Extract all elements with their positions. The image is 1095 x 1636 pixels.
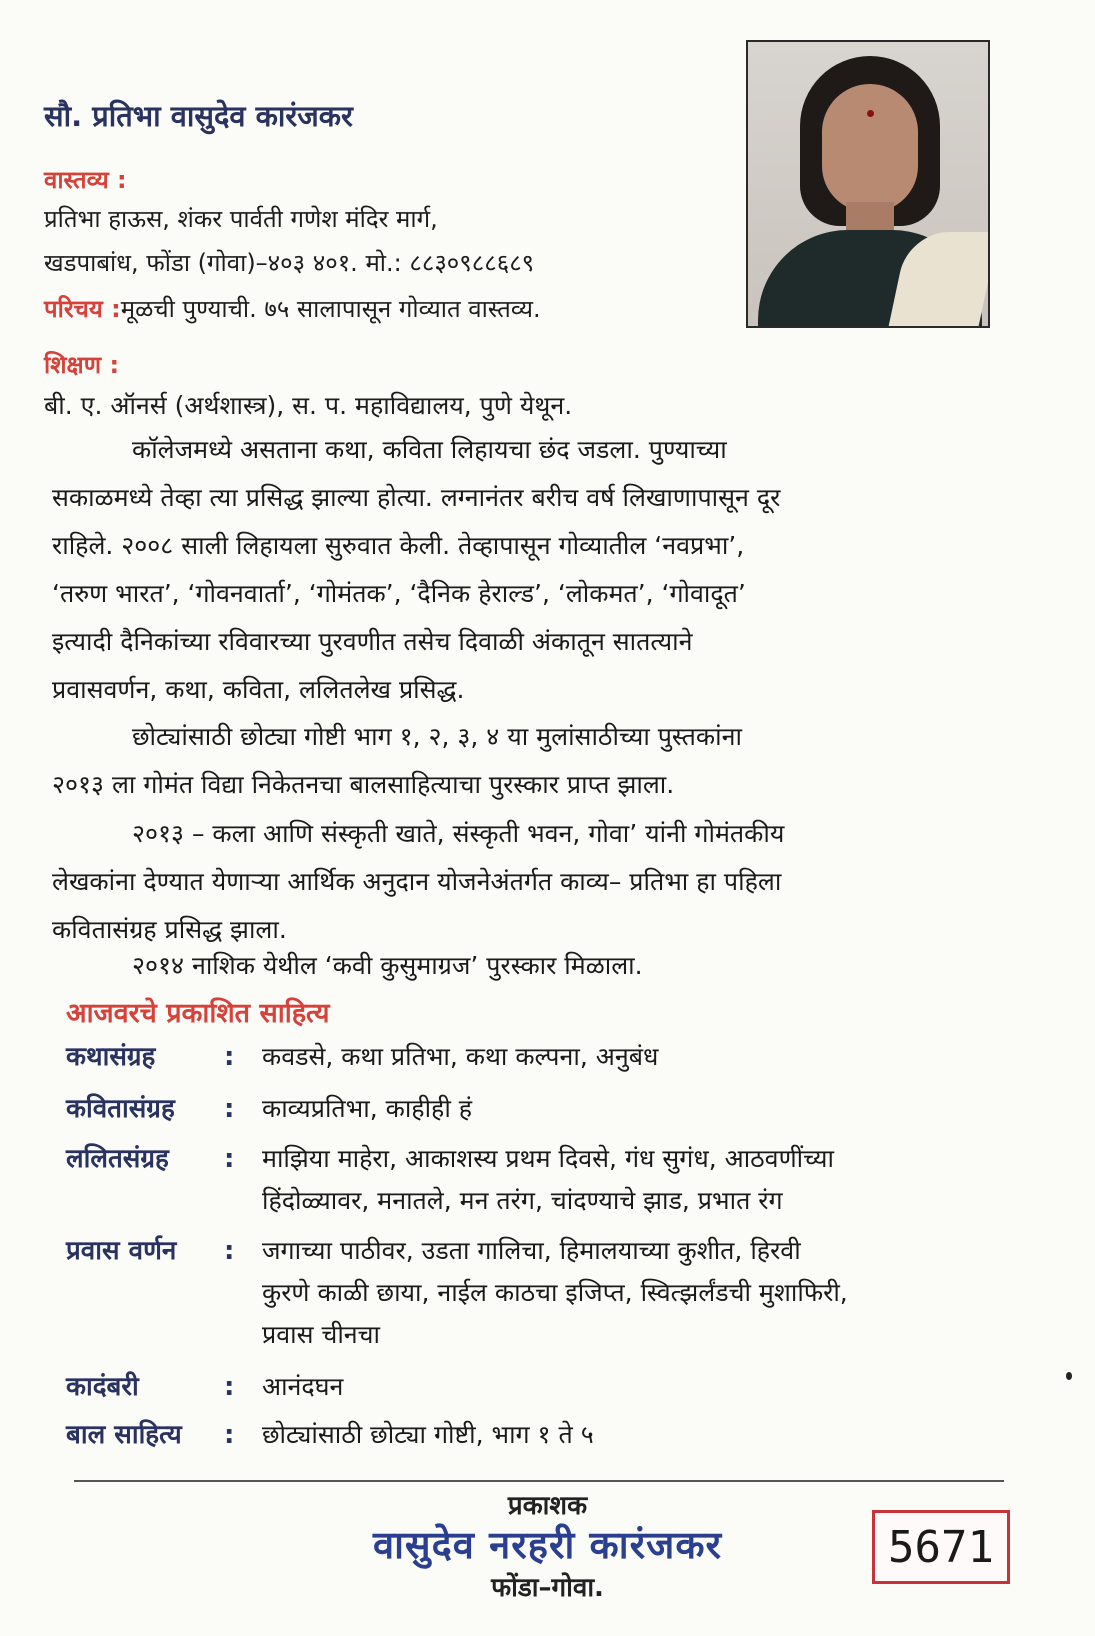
- publisher-name: वासुदेव नरहरी कारंजकर: [372, 1523, 723, 1567]
- bio-line: प्रवासवर्णन, कथा, कविता, ललितलेख प्रसिद्ध.: [52, 675, 465, 704]
- author-name: सौ. प्रतिभा वासुदेव कारंजकर: [44, 99, 353, 133]
- bio-paragraph-1: [52, 426, 982, 714]
- bio-line: सकाळमध्ये तेव्हा त्या प्रसिद्ध झाल्या होत्या. लग्नानंतर बरीच वर्ष लिखाणापासून दूर: [52, 483, 781, 512]
- bio-line: छोट्यांसाठी छोट्या गोष्टी भाग १, २, ३, ४ या मुलांसाठीच्या पुस्तकांना: [132, 722, 742, 751]
- bio-line: २०१३ – कला आणि संस्कृती खाते, संस्कृती भवन, गोवा’ यांनी गोमंतकीय: [132, 819, 785, 848]
- publisher-label: प्रकाशक: [507, 1491, 588, 1521]
- bio-line: २०१३ ला गोमंत विद्या निकेतनचा बालसाहित्याचा पुरस्कार प्राप्त झाला.: [52, 770, 675, 799]
- document-page: सौ. प्रतिभा वासुदेव कारंजकर वास्तव्य : प्रतिभा हाऊस, शंकर पार्वती गणेश मंदिर मार्ग, खडपाबांध, फोंडा (गोवा)–४०३ ४०१. मो.: ८८३०९८८६८९ परिचय :मूळची पुण्याची. ७५ सालापासून गोव्यात वास्तव्य. शिक्षण : बी. ए. ऑनर्स (अर्थशास्त्र), स. प. महाविद्यालय, पुणे येथून. कॉलेजमध्ये असताना कथा, कविता लिहायचा छंद जडला. पुण्याच्या सकाळमध्ये तेव्हा त्या प्रसिद्ध झाल्या होत्या. लग्नानंतर बरीच वर्ष लिखाणापासून दूर राहिले. २००८ साली लिहायला सुरुवात केली. तेव्हापासून गोव्यातील ‘नवप्रभा’, ‘तरुण भारत’, ‘गोवनवार्ता’, ‘गोमंतक’, ‘दैनिक हेराल्ड’, ‘लोकमत’, ‘गोवादूत’ इत्यादी दैनिकांच्या रविवारच्या पुरवणीत तसेच दिवाळी अंकातून सातत्याने प्रवासवर्णन, कथा, कविता, ललितलेख प्रसिद्ध. छोट्यांसाठी छोट्या गोष्टी भाग १, २, ३, ४ या मुलांसाठीच्या पुस्तकांना २०१३ ला गोमंत विद्या निकेतनचा बालसाहित्याचा पुरस्कार प्राप्त झाला. २०१३ – कला आणि संस्कृती खाते, संस्कृती भवन, गोवा’ यांनी गोमंतकीय लेखकांना देण्यात येणाऱ्या आर्थिक अनुदान योजनेअंतर्गत काव्य– प्रतिभा हा पहिला कवितासंग्रह प्रसिद्ध झाला. २०१४ नाशिक येथील ‘कवी कुसुमाग्रज’ पुरस्कार मिळाला. आजवरचे प्रकाशित साहित्य कथासंग्रह : कवडसे, कथा प्रतिभा, कथा कल्पना, अनुबंध कवितासंग्रह : काव्यप्रतिभा, काहीही हं ललितसंग्रह : माझिया माहेरा, आकाशस्य प्रथम दिवसे, गंध सुगंध, आठवणींच्या हिंदोळ्यावर, मनातले, मन तरंग, चांदण्याचे झाड, प्रभात रंग प्रवास वर्णन : जगाच्या पाठीवर, उडता गालिचा, हिमालयाच्या कुशीत, हिरवी कुरणे काळी छाया, नाईल काठचा इजिप्त, स्वित्झर्लंडची मुशाफिरी, प्रवास चीनचा कादंबरी : आनंदघन बाल साहित्य : छोट्यांसाठी छोट्या गोष्टी, भाग १ ते ५ प्रकाशक वासुदेव नरहरी कारंजकर फोंडा–गोवा. 5671: [0, 0, 1095, 1636]
- residence-line-2: खडपाबांध, फोंडा (गोवा)–४०३ ४०१. मो.: ८८३०९८८६८९: [44, 249, 535, 277]
- bio-paragraph-2: [52, 713, 982, 809]
- footer-divider: [74, 1480, 1004, 1482]
- bio-line: कॉलेजमध्ये असताना कथा, कविता लिहायचा छंद जडला. पुण्याच्या: [132, 435, 727, 464]
- bio-line: राहिले. २००८ साली लिहायला सुरुवात केली. तेव्हापासून गोव्यातील ‘नवप्रभा’,: [52, 531, 745, 560]
- bio-line: २०१४ नाशिक येथील ‘कवी कुसुमाग्रज’ पुरस्कार मिळाला.: [132, 951, 643, 980]
- publisher-place: फोंडा–गोवा.: [491, 1573, 604, 1603]
- education-label: शिक्षण :: [44, 351, 120, 379]
- bio-line: इत्यादी दैनिकांच्या रविवारच्या पुरवणीत तसेच दिवाळी अंकातून सातत्याने: [52, 627, 693, 656]
- intro-row: [44, 292, 541, 325]
- intro-label: परिचय :: [44, 295, 121, 323]
- stamp-number-box: 5671: [872, 1510, 1010, 1584]
- residence-line-1: प्रतिभा हाऊस, शंकर पार्वती गणेश मंदिर मार्ग,: [44, 205, 438, 233]
- bio-paragraph-3: [52, 810, 982, 954]
- bio-line: लेखकांना देण्यात येणाऱ्या आर्थिक अनुदान योजनेअंतर्गत काव्य– प्रतिभा हा पहिला: [52, 867, 782, 896]
- bio-line: ‘तरुण भारत’, ‘गोवनवार्ता’, ‘गोमंतक’, ‘दैनिक हेराल्ड’, ‘लोकमत’, ‘गोवादूत’: [52, 579, 746, 608]
- published-works-title: आजवरचे प्रकाशित साहित्य: [66, 998, 330, 1029]
- bio-line: कवितासंग्रह प्रसिद्ध झाला.: [52, 915, 287, 944]
- bio-paragraph-4: [52, 942, 982, 990]
- residence-label: वास्तव्य :: [44, 166, 127, 194]
- author-photo: [746, 40, 990, 328]
- ink-speck: [1066, 1372, 1072, 1380]
- education-text: बी. ए. ऑनर्स (अर्थशास्त्र), स. प. महाविद्यालय, पुणे येथून.: [44, 391, 573, 420]
- intro-text: मूळची पुण्याची. ७५ सालापासून गोव्यात वास्तव्य.: [120, 295, 541, 323]
